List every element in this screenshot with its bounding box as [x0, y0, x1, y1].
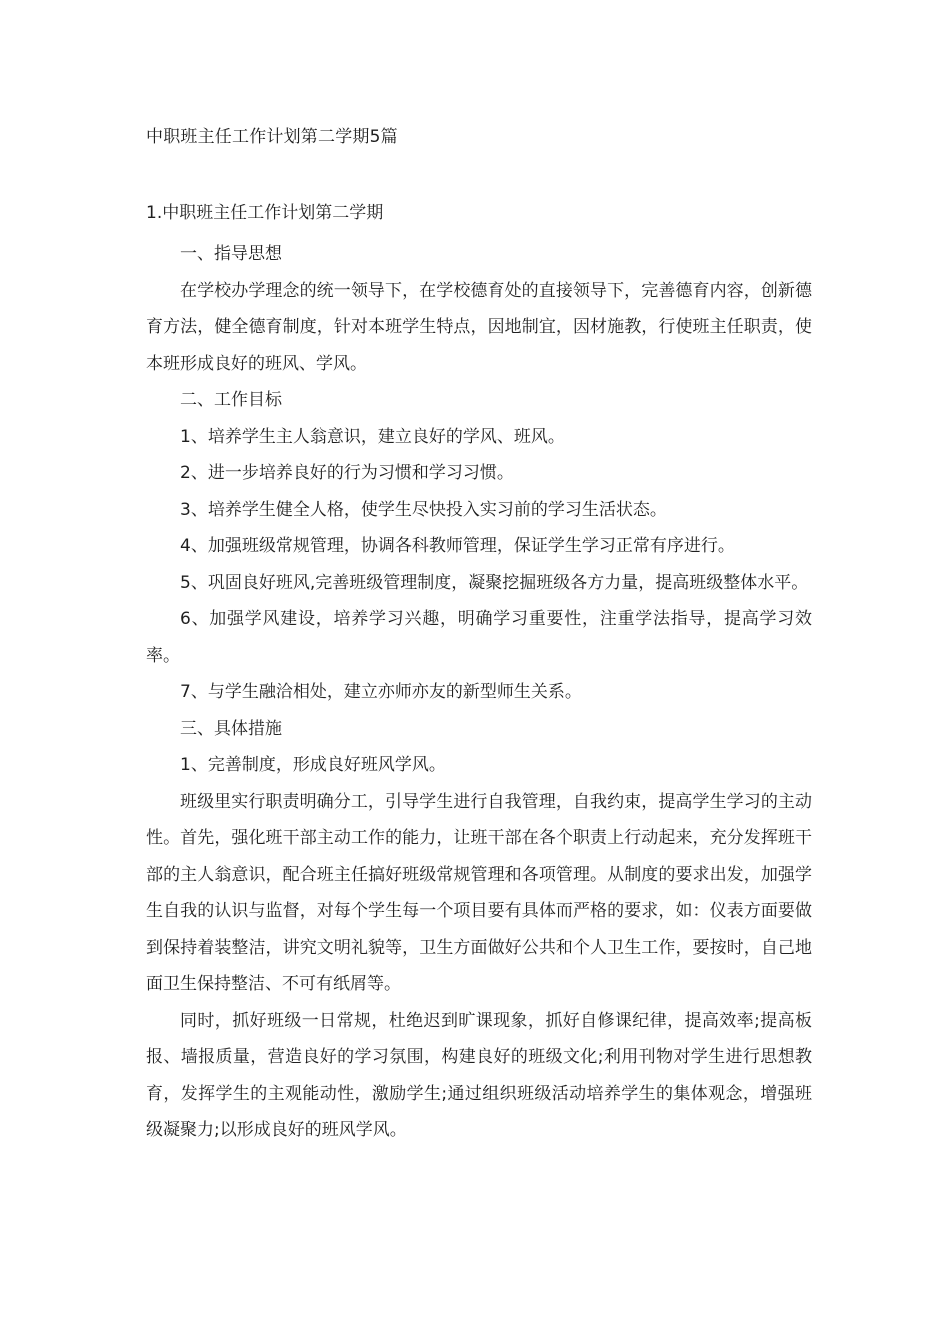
goal-item-4: 4、加强班级常规管理，协调各科教师管理，保证学生学习正常有序进行。: [180, 536, 735, 556]
paragraph-daily-routine: 同时，抓好班级一日常规，杜绝迟到旷课现象，抓好自修课纪律，提高效率;提高板报、墙报质量，营造良好的学习氛围，构建良好的班级文化;利用刊物对学生进行思想教育，发挥学生的主观能动性，激励学生;通过组织班级活动培养学生的集体观念，增强班级凝聚力;以形成良好的班风学风。: [146, 1010, 812, 1140]
heading-work-goals: 二、工作目标: [180, 390, 282, 410]
paragraph-class-duties: 班级里实行职责明确分工，引导学生进行自我管理，自我约束，提高学生学习的主动性。首先，强化班干部主动工作的能力，让班干部在各个职责上行动起来，充分发挥班干部的主人翁意识，配合班主任搞好班级常规管理和各项管理。从制度的要求出发，加强学生自我的认识与监督，对每个学生每一个项目要有具体而严格的要求，如：仪表方面要做到保持着装整洁，讲究文明礼貌等，卫生方面做好公共和个人卫生工作，要按时，自己地面卫生保持整洁、不可有纸屑等。: [146, 791, 812, 994]
goal-item-5: 5、巩固良好班风,完善班级管理制度，凝聚挖掘班级各方力量，提高班级整体水平。: [180, 572, 809, 593]
heading-guiding-ideology: 一、指导思想: [180, 244, 282, 264]
goal-item-2: 2、进一步培养良好的行为习惯和学习习惯。: [180, 463, 514, 483]
measure-item-1: 1、完善制度，形成良好班风学风。: [180, 755, 446, 775]
goal-item-6: 6、加强学风建设，培养学习兴趣，明确学习重要性，注重学法指导，提高学习效率。: [146, 609, 812, 666]
section-heading: 1.中职班主任工作计划第二学期: [146, 203, 384, 223]
document-body: [146, 198, 812, 1149]
paragraph-guiding-ideology: 在学校办学理念的统一领导下，在学校德育处的直接领导下，完善德育内容，创新德育方法，健全德育制度，针对本班学生特点，因地制宜，因材施教，行使班主任职责，使本班形成良好的班风、学风。: [146, 280, 812, 374]
heading-specific-measures: 三、具体措施: [180, 718, 282, 739]
document-title: 中职班主任工作计划第二学期5篇: [146, 127, 398, 147]
goal-item-3: 3、培养学生健全人格，使学生尽快投入实习前的学习生活状态。: [180, 499, 667, 520]
goal-item-1: 1、培养学生主人翁意识，建立良好的学风、班风。: [180, 426, 565, 447]
goal-item-7: 7、与学生融洽相处，建立亦师亦友的新型师生关系。: [180, 682, 582, 702]
